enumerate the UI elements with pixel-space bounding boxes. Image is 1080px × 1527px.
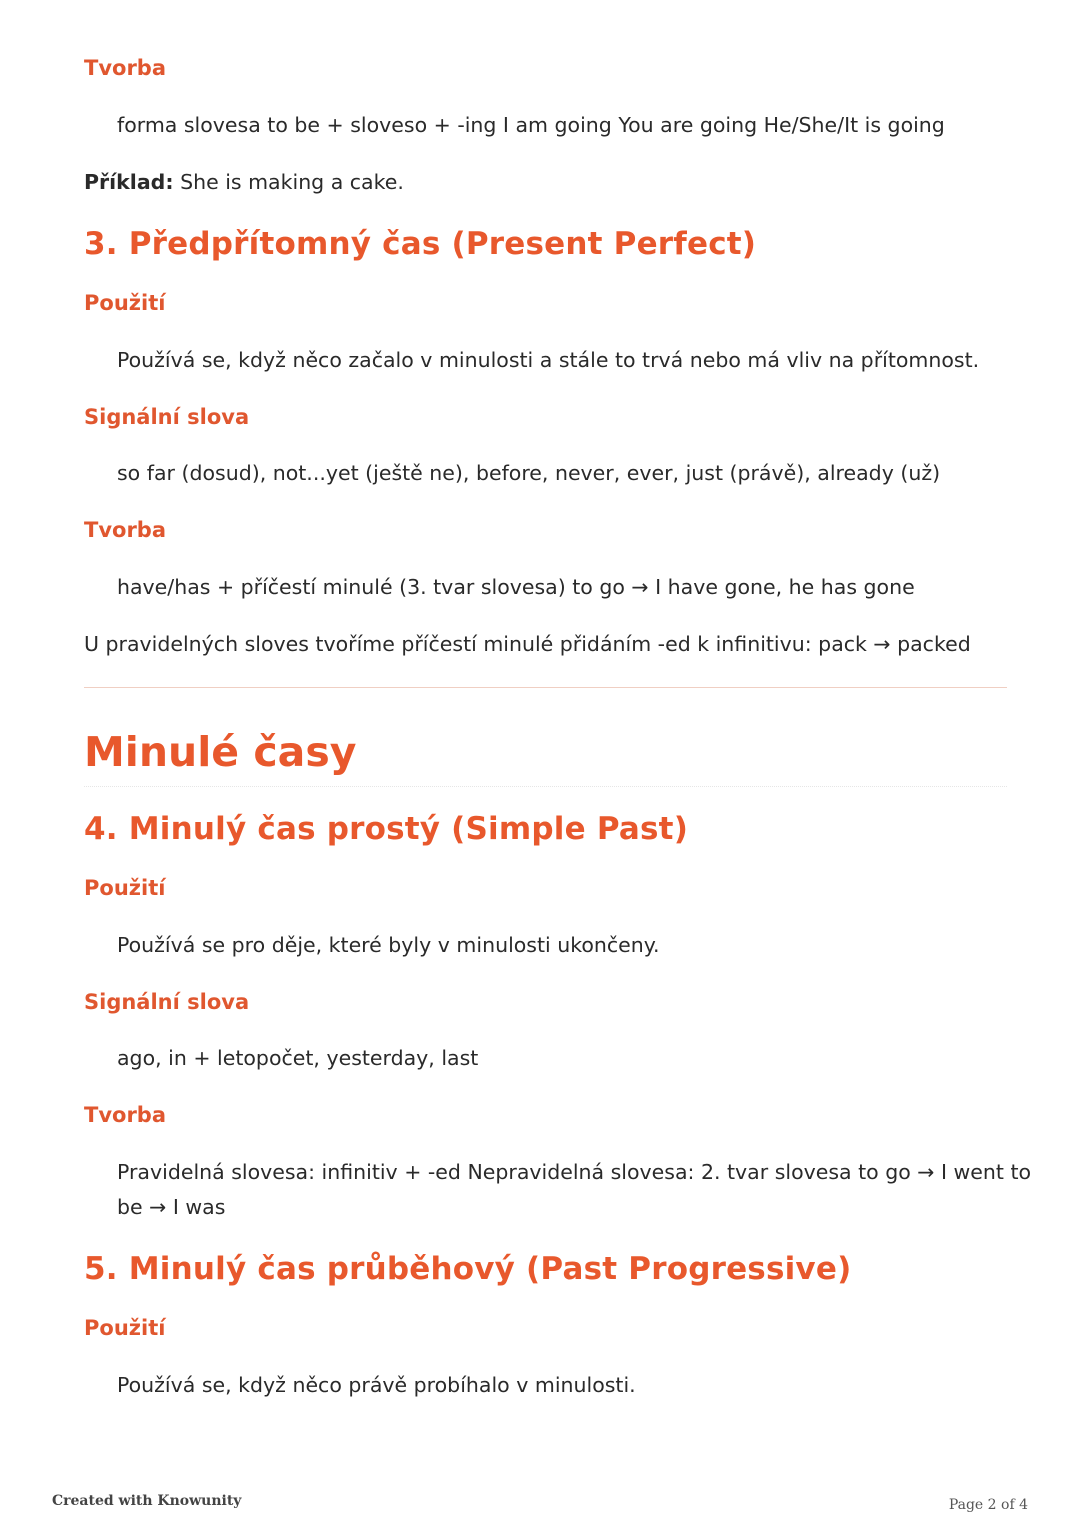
tvorba-text: have/has + příčestí minulé (3. tvar slovesa) to go → I have gone, he has gone xyxy=(117,575,915,599)
subheading-tvorba: Tvorba xyxy=(84,56,167,80)
tvorba-text: forma slovesa to be + sloveso + -ing I am going You are going He/She/It is going xyxy=(117,113,945,137)
example-label: Příklad: xyxy=(84,170,174,194)
subheading-tvorba: Tvorba xyxy=(84,1103,167,1127)
tvorba-text-line-1: Pravidelná slovesa: infinitiv + -ed Nepravidelná slovesa: 2. tvar slovesa to go → I went to xyxy=(117,1160,1032,1184)
footer-credit: Created with Knowunity xyxy=(52,1493,242,1509)
signalni-slova-text: ago, in + letopočet, yesterday, last xyxy=(117,1046,479,1070)
page-number: Page 2 of 4 xyxy=(948,1497,1028,1513)
heading-simple-past: 4. Minulý čas prostý (Simple Past) xyxy=(84,811,689,847)
tvorba-text-line-2: be → I was xyxy=(117,1195,226,1219)
heading-past-progressive: 5. Minulý čas průběhový (Past Progressive) xyxy=(84,1251,852,1287)
subheading-pouziti: Použití xyxy=(84,291,166,315)
subheading-tvorba: Tvorba xyxy=(84,518,167,542)
subheading-pouziti: Použití xyxy=(84,876,166,900)
signalni-slova-text: so far (dosud), not...yet (ještě ne), before, never, ever, just (právě), already (už) xyxy=(117,461,941,485)
subheading-pouziti: Použití xyxy=(84,1316,166,1340)
section-divider xyxy=(84,687,1007,688)
heading-minule-casy: Minulé časy xyxy=(84,728,357,776)
pouziti-text: Používá se, když něco začalo v minulosti a stále to trvá nebo má vliv na přítomnost. xyxy=(117,348,980,372)
pouziti-text: Používá se, když něco právě probíhalo v minulosti. xyxy=(117,1373,636,1397)
pouziti-text: Používá se pro děje, které byly v minulosti ukončeny. xyxy=(117,933,660,957)
heading-present-perfect: 3. Předpřítomný čas (Present Perfect) xyxy=(84,226,757,262)
note-paragraph: U pravidelných sloves tvoříme příčestí minulé přidáním -ed k infinitivu: pack → packed xyxy=(84,632,971,656)
heading-underline xyxy=(84,786,1007,787)
example-text: She is making a cake. xyxy=(180,170,404,194)
example-paragraph xyxy=(84,170,404,194)
subheading-signalni-slova: Signální slova xyxy=(84,405,250,429)
subheading-signalni-slova: Signální slova xyxy=(84,990,250,1014)
